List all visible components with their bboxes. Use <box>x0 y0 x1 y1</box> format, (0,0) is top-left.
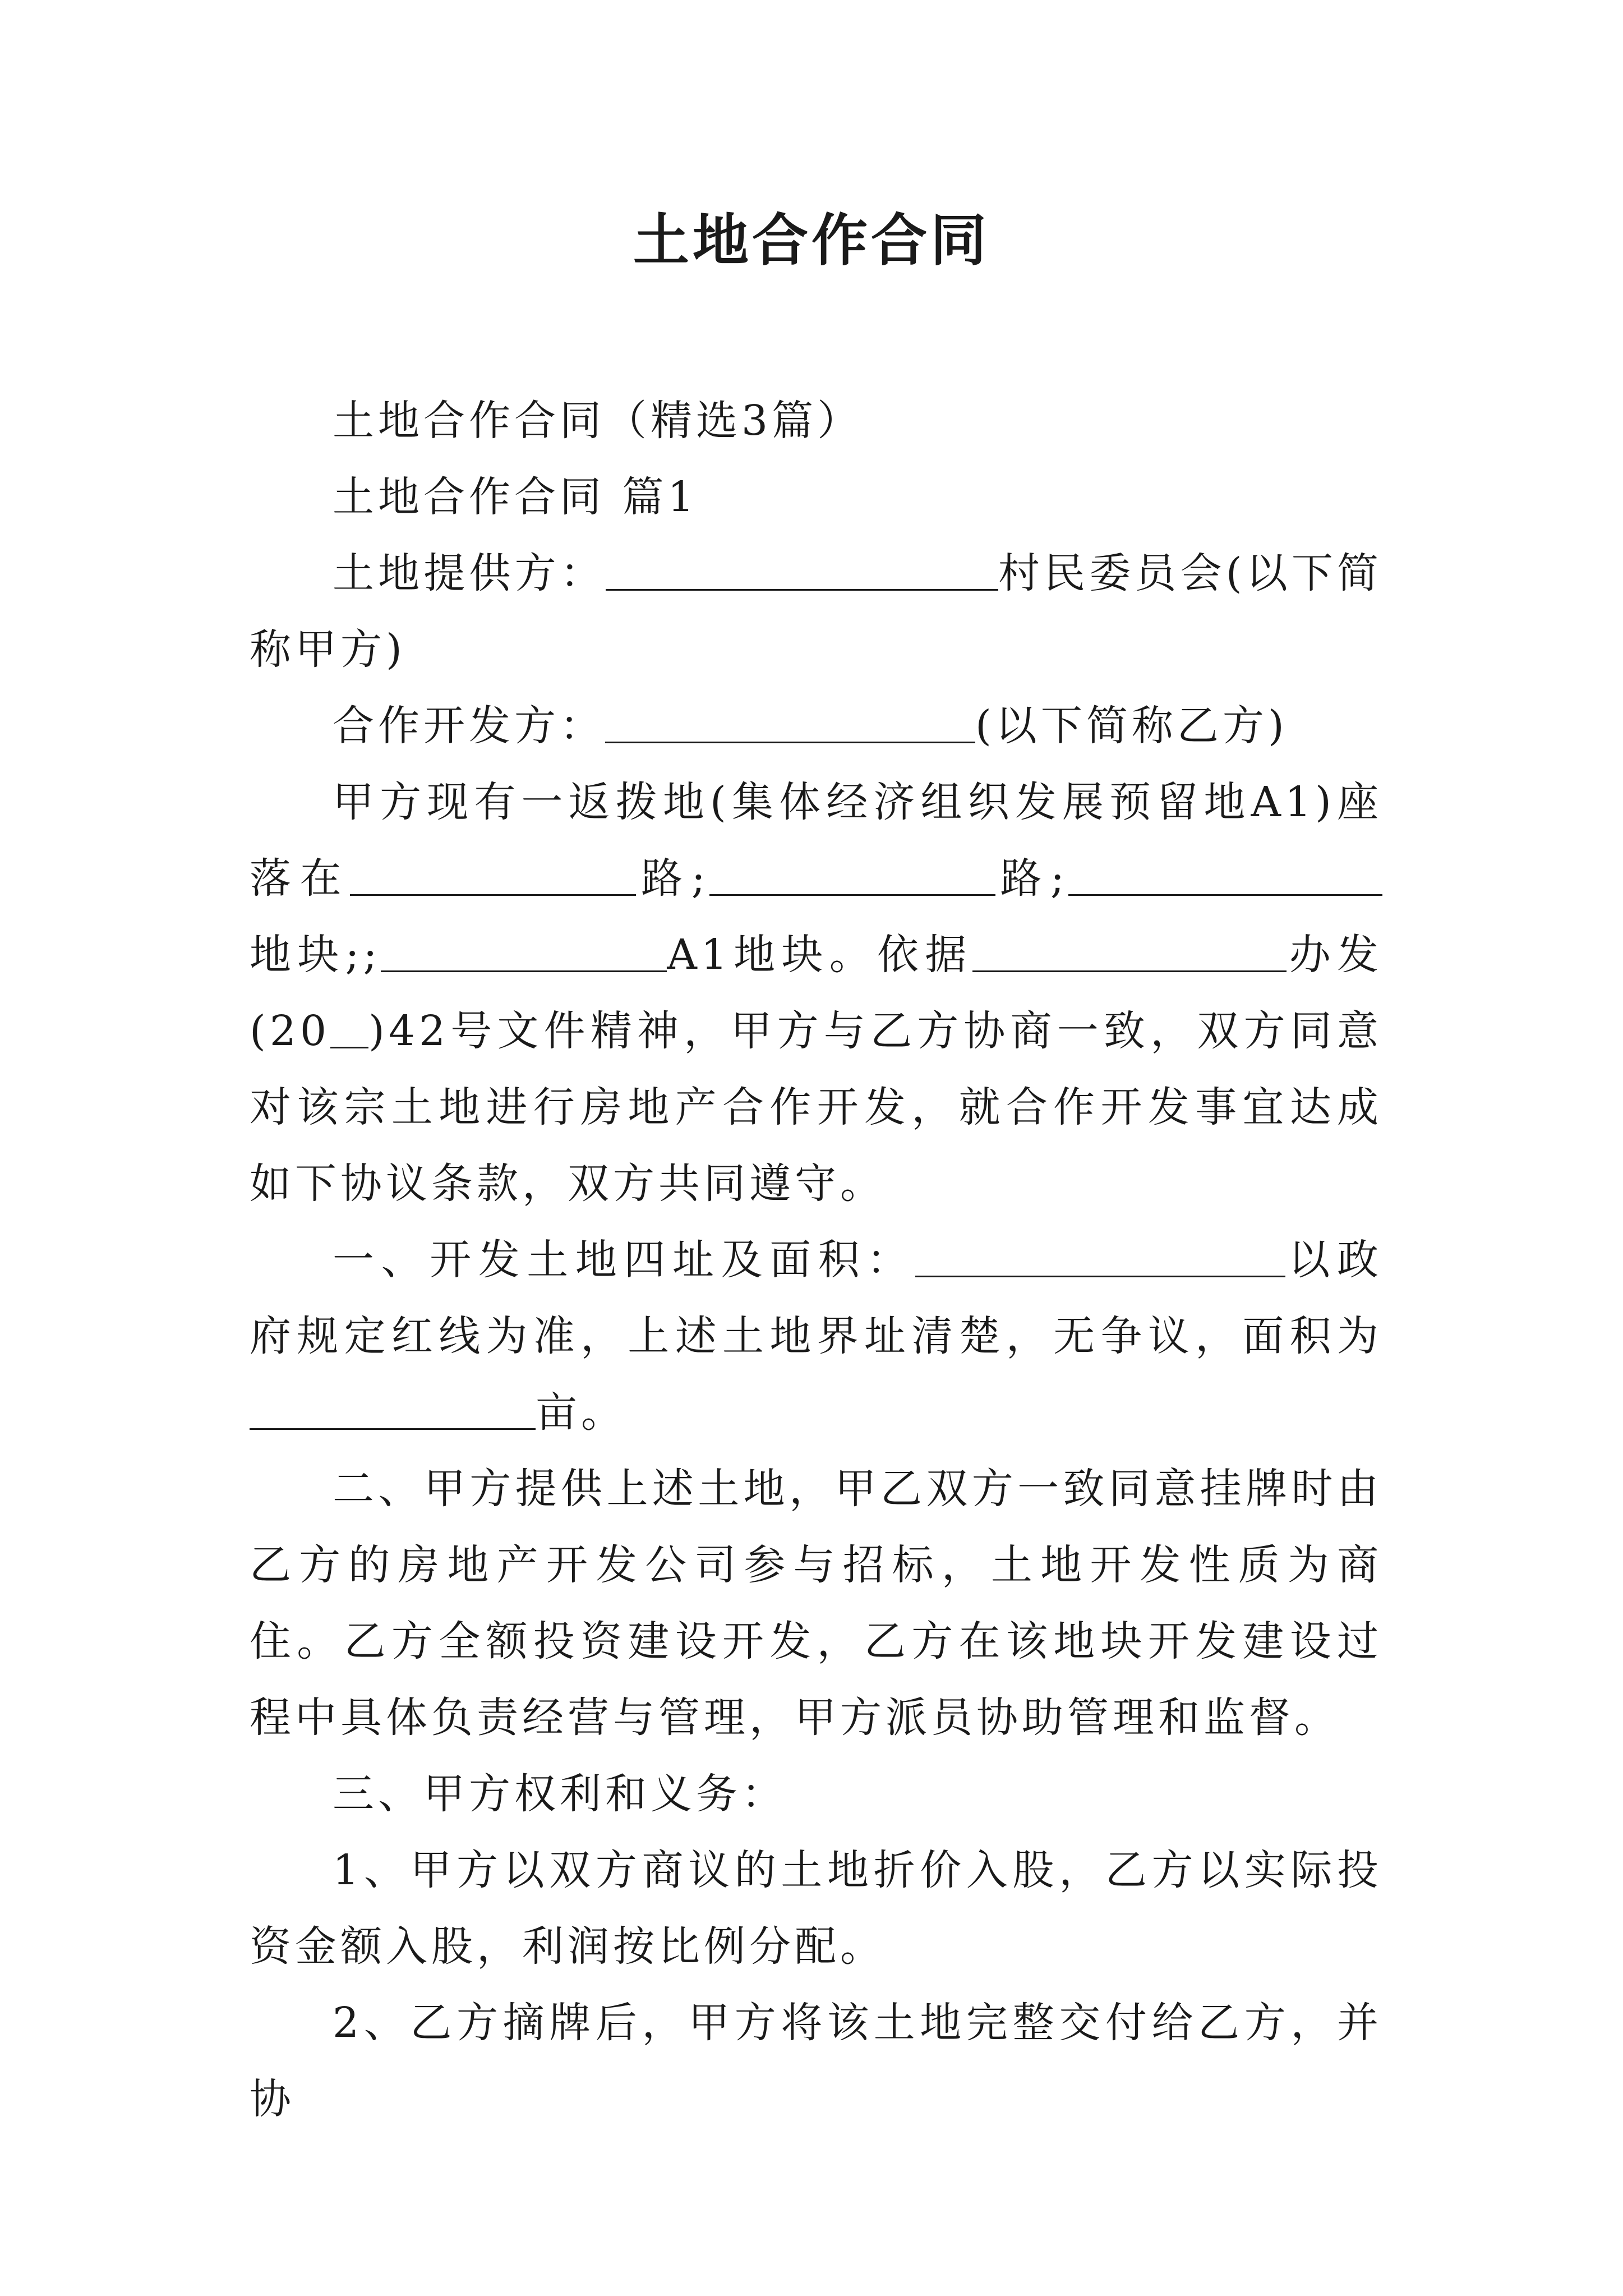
paragraph-article-1: 一、开发土地四址及面积： 以政府规定红线为准，上述土地界址清楚，无争议，面积为亩。 <box>250 1222 1382 1451</box>
paragraph-land-location: 甲方现有一返拨地(集体经济组织发展预留地A1)座落在 路; 路;地块;; A1地块。依据 办发(20 )42号文件精神，甲方与乙方协商一致，双方同意对该宗土地进行房地产合作开发，就合作开发事宜达成如下协议条款，双方共同遵守。 <box>250 778 1382 1208</box>
fill-blank <box>250 1387 536 1430</box>
fill-blank <box>350 853 636 896</box>
document-title: 土地合作合同 <box>633 207 990 273</box>
paragraph-item-1: 1、甲方以双方商议的土地折价入股，乙方以实际投资金额入股，利润按比例分配。 <box>250 1846 1382 1971</box>
paragraph-developer: 合作开发方： (以下简称乙方) <box>250 688 1382 764</box>
paragraph-item-2: 2、乙方摘牌后，甲方将该土地完整交付给乙方，并协 <box>250 1999 1382 2123</box>
paragraph-land-provider: 土地提供方： 村民委员会(以下简称甲方) <box>250 535 1382 688</box>
paragraph-section-heading: 土地合作合同 篇1 <box>333 473 698 521</box>
fill-blank <box>1068 853 1382 896</box>
paragraph-article-2: 二、甲方提供上述土地，甲乙双方一致同意挂牌时由乙方的房地产开发公司参与招标，土地开发性质为商住。乙方全额投资建设开发，乙方在该地块开发建设过程中具体负责经营与管理，甲方派员协助管理和监督。 <box>250 1465 1382 1742</box>
fill-blank <box>330 1005 368 1048</box>
fill-blank <box>381 929 667 972</box>
fill-blank <box>605 700 975 743</box>
fill-blank <box>606 547 998 591</box>
paragraph-subtitle: 土地合作合同（精选3篇） <box>333 397 863 445</box>
document-body <box>250 383 1382 2137</box>
fill-blank <box>709 853 995 896</box>
paragraph-article-3: 三、甲方权利和义务： <box>333 1770 787 1818</box>
fill-blank <box>972 929 1287 972</box>
fill-blank <box>915 1234 1285 1277</box>
